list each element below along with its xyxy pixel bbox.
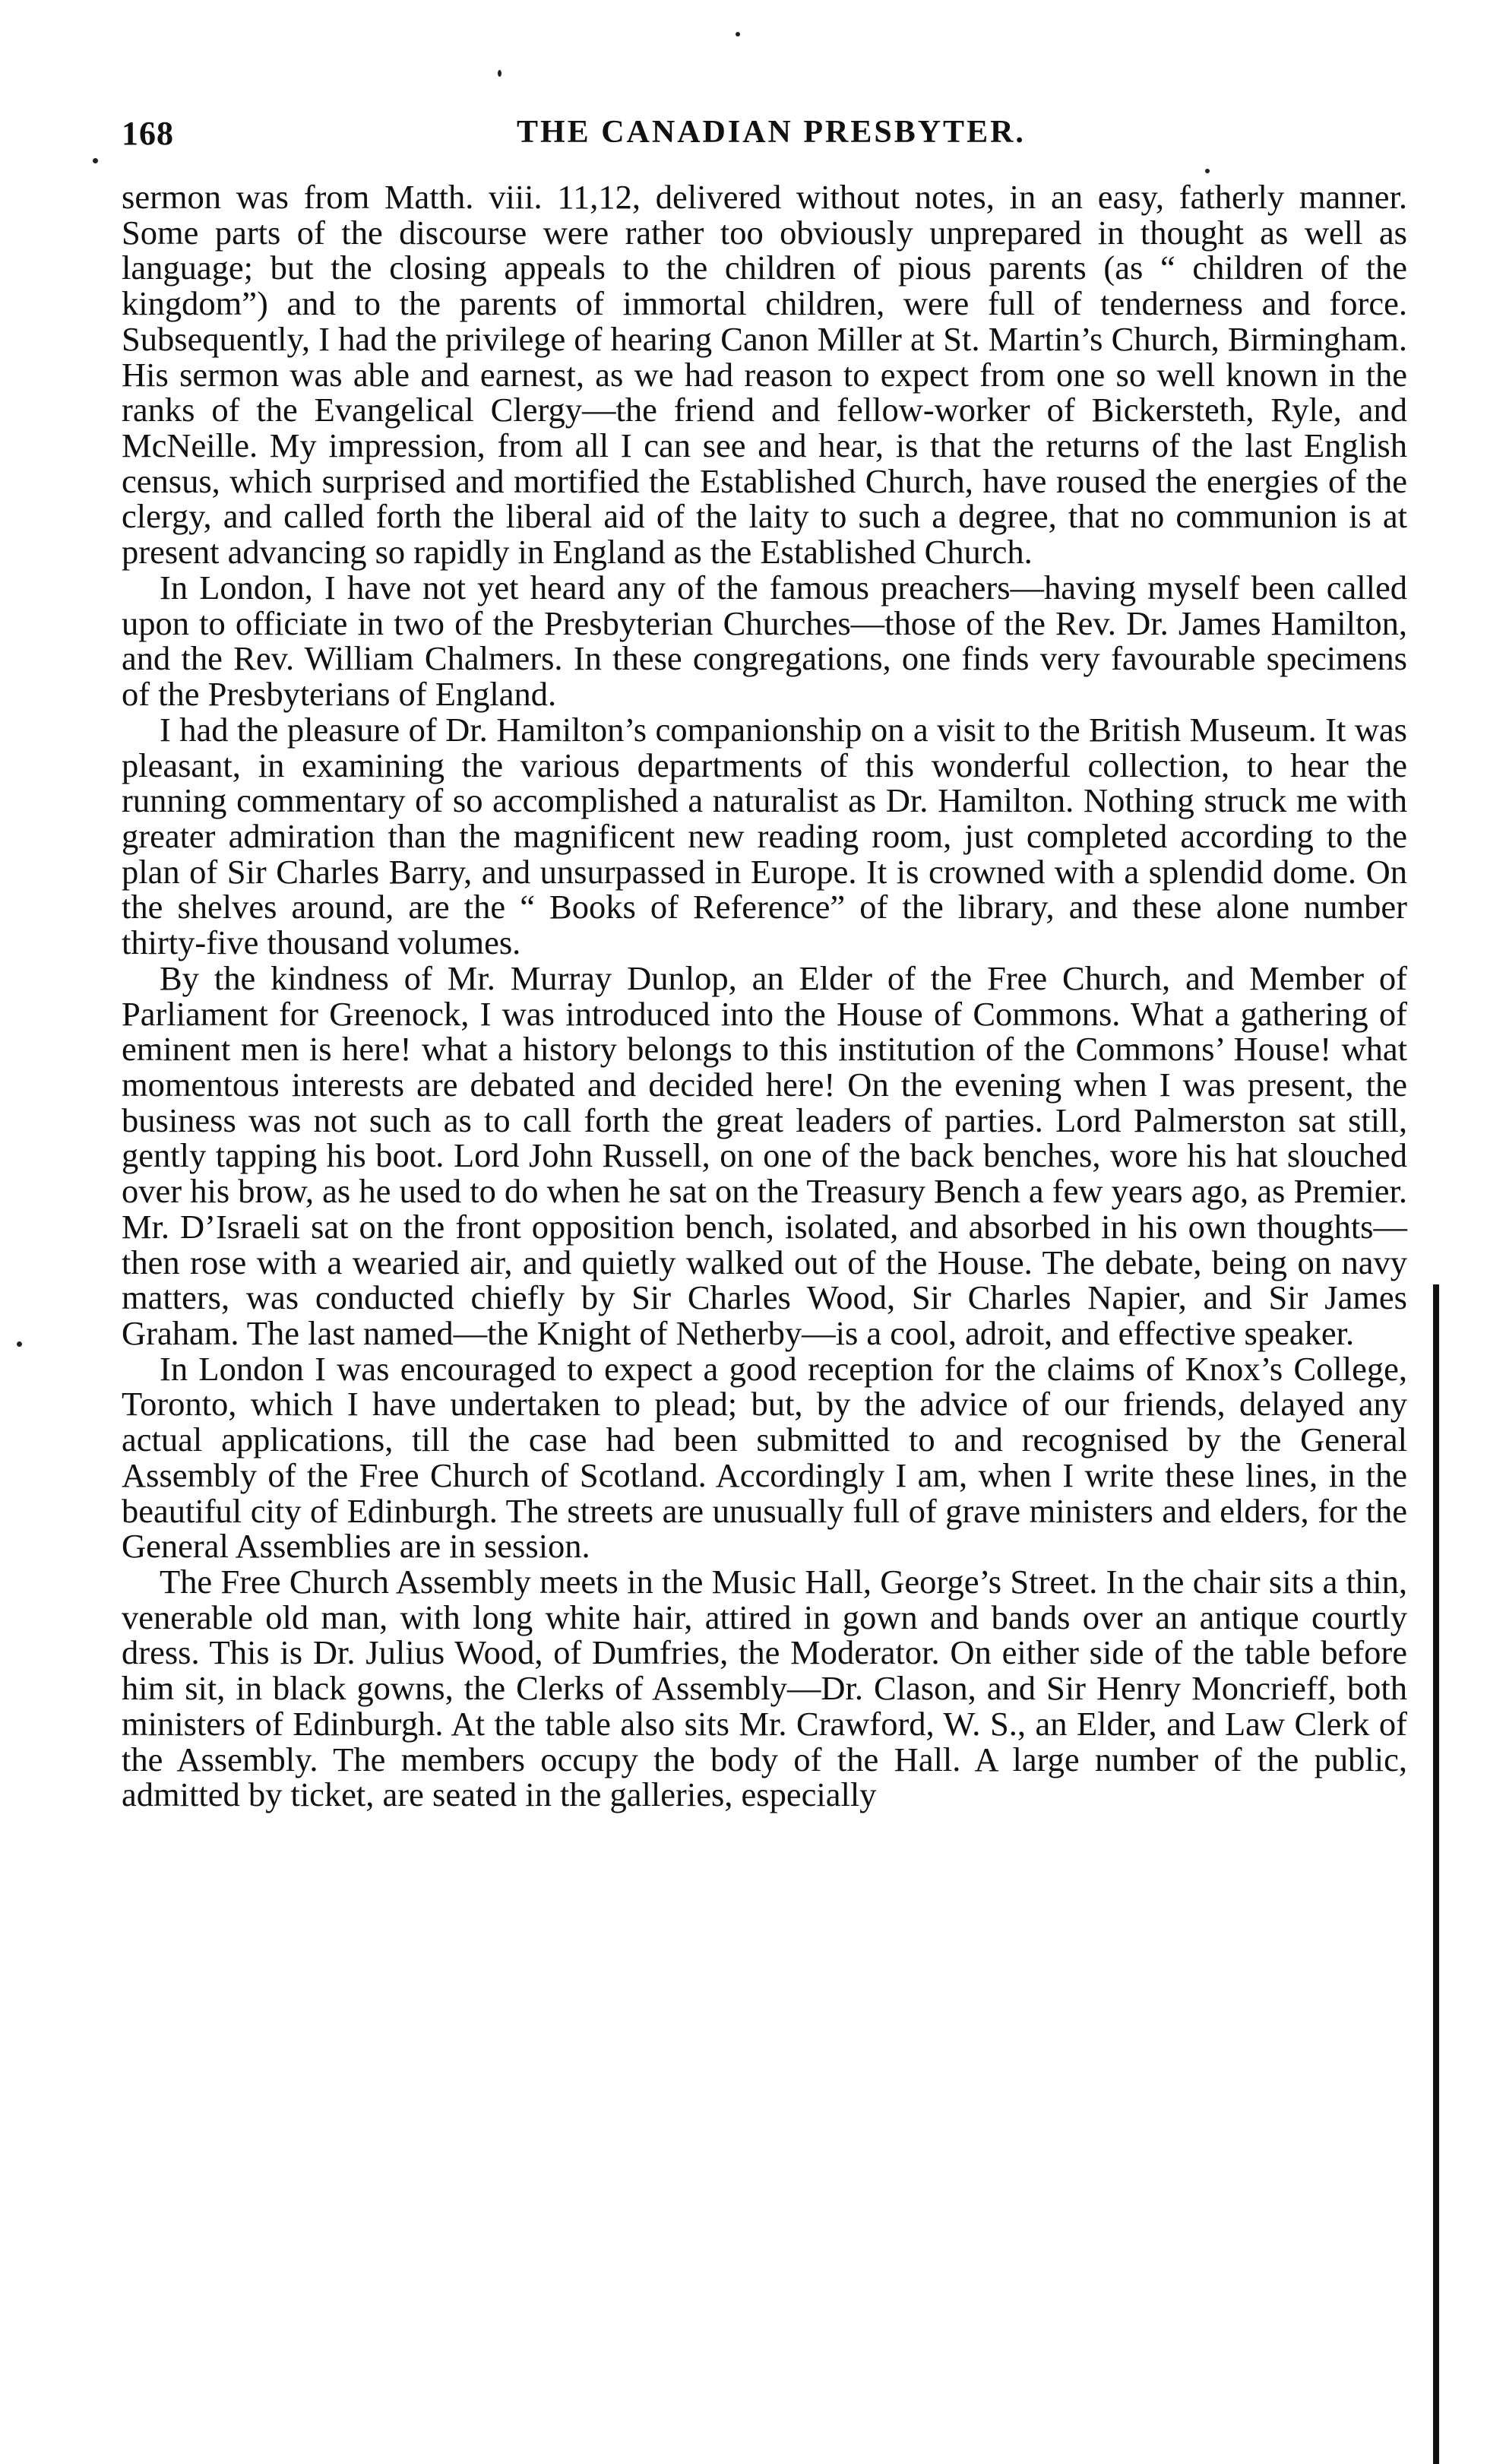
paragraph: The Free Church Assembly meets in the Music Hall, George’s Street. In the chair sits a thin, venerable old man, with long white hair, attired in gown and bands over an antique courtly dress. This is Dr. Julius Wood, of Dumfries, the Moderator. On either side of the table before him sit, in black gowns, the Clerks of Assembly—Dr. Clason, and Sir Henry Moncrieff, both ministers of Edinburgh. At the table also sits Mr. Crawford, W. S., an Elder, and Law Clerk of the Assembly. The members occupy the body of the Hall. A large number of the public, admitted by ticket, are seated in the galleries, especially <box>122 1563 1407 1814</box>
scan-edge-shadow <box>1433 1284 1439 2464</box>
article-body <box>122 179 1407 1813</box>
paragraph: In London I was encouraged to expect a good reception for the claims of Knox’s College, Toronto, which I have undertaken to plead; but, by the advice of our friends, delayed any actual applications, till the case had been submitted to and recognised by the General Assembly of the Free Church of Scotland. Accordingly I am, when I write these lines, in the beautiful city of Edinburgh. The streets are unusually full of grave ministers and elders, for the General Assemblies are in session. <box>122 1349 1407 1566</box>
page-header <box>122 114 1413 167</box>
ink-speck <box>736 32 740 36</box>
running-head: THE CANADIAN PRESBYTER. <box>517 115 1026 150</box>
paragraph: By the kindness of Mr. Murray Dunlop, an Elder of the Free Church, and Member of Parliament for Greenock, I was introduced into the House of Commons. What a gathering of eminent men is here! what a history belongs to this institution of the Commons’ House! what momentous interests are debated and decided here! On the evening when I was present, the business was not such as to call forth the great leaders of parties. Lord Palmerston sat still, gently tapping his boot. Lord John Russell, on one of the back benches, wore his hat slouched over his brow, as he used to do when he sat on the Treasury Bench a few years ago, as Premier. Mr. D’Israeli sat on the front opposition bench, isolated, and absorbed in his own thoughts—then rose with a wearied air, and quietly walked out of the House. The debate, being on navy matters, was conducted chiefly by Sir Charles Wood, Sir Charles Napier, and Sir James Graham. The last named—the Knight of Netherby—is a cool, adroit, and effective speaker. <box>122 958 1407 1352</box>
ink-speck <box>17 1341 22 1347</box>
ink-speck <box>1205 169 1210 173</box>
paragraph: I had the pleasure of Dr. Hamilton’s companionship on a visit to the British Museum. It was pleasant, in examining the various departments of this wonderful collection, to hear the running commentary of so accomplished a naturalist as Dr. Hamilton. Nothing struck me with greater admiration than the magnificent new reading room, just completed according to the plan of Sir Charles Barry, and unsurpassed in Europe. It is crowned with a splendid dome. On the shelves around, are the “ Books of Reference” of the library, and these alone number thirty-five thousand volumes. <box>122 710 1407 962</box>
paragraph: In London, I have not yet heard any of the famous preachers—having myself been called upon to officiate in two of the Presbyterian Churches—those of the Rev. Dr. James Hamilton, and the Rev. William Chalmers. In these congregations, one finds very favourable specimens of the Presbyterians of England. <box>122 568 1407 714</box>
ink-speck <box>498 70 501 77</box>
ink-speck <box>93 158 98 163</box>
page-number: 168 <box>122 115 174 152</box>
paragraph: sermon was from Matth. viii. 11,12, delivered without notes, in an easy, fatherly manner. Some parts of the discourse were rather too obviously unprepared in thought as well as language; but the closing appeals to the children of pious parents (as “ children of the kingdom”) and to the parents of immortal children, were full of tenderness and force. Subsequently, I had the privilege of hearing Canon Miller at St. Martin’s Church, Birmingham. His sermon was able and earnest, as we had reason to expect from one so well known in the ranks of the Evangelical Clergy—the friend and fellow-worker of Bickersteth, Ryle, and McNeille. My impression, from all I can see and hear, is that the returns of the last English census, which surprised and mortified the Established Church, have roused the energies of the clergy, and called forth the liberal aid of the laity to such a degree, that no communion is at present advancing so rapidly in England as the Established Church. <box>122 178 1407 572</box>
